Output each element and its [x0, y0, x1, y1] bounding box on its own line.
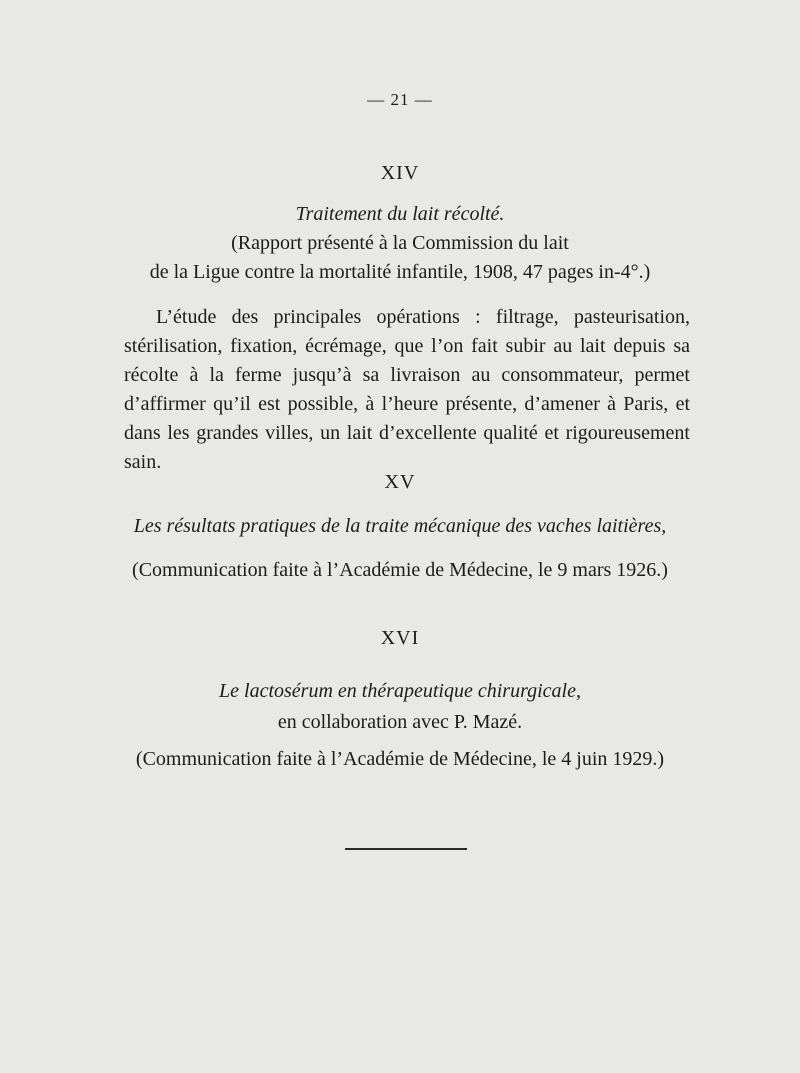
section-xvi-numeral: XVI — [380, 627, 420, 649]
section-xv-title: Les résultats pratiques de la traite mécanique des vaches laitières, — [133, 515, 667, 537]
section-xiv-paragraph: L’étude des principales opérations : filtrage, pasteurisation, stérilisation, fixation, écrémage, que l’on fait subir au lait depuis sa récolte à la ferme jusqu’à sa livraison au consommateur, permet d’affirmer qu’il est possible, à l’heure présente, d’amener à Paris, et dans les grandes villes, un lait d’excellente qualité et rigoureusement sain. — [124, 306, 690, 473]
section-xv-numeral: XV — [384, 471, 416, 493]
section-xiv-numeral: XIV — [380, 162, 420, 184]
section-xvi-title: Le lactosérum en thérapeutique chirurgicale, — [219, 680, 581, 702]
section-xiv-title: Traitement du lait récolté. — [295, 203, 505, 225]
page-number: — 21 — — [367, 90, 433, 109]
section-xiv-note-line-2: de la Ligue contre la mortalité infantile, 1908, 47 pages in-4°.) — [149, 261, 651, 283]
section-xvi-note: (Communication faite à l’Académie de Médecine, le 4 juin 1929.) — [135, 748, 665, 770]
section-xiv-note-line-1: (Rapport présenté à la Commission du lait — [231, 232, 569, 254]
section-xv-note: (Communication faite à l’Académie de Médecine, le 9 mars 1926.) — [132, 559, 668, 581]
closing-rule — [345, 848, 467, 850]
section-xvi-subtitle: en collaboration avec P. Mazé. — [277, 711, 523, 733]
